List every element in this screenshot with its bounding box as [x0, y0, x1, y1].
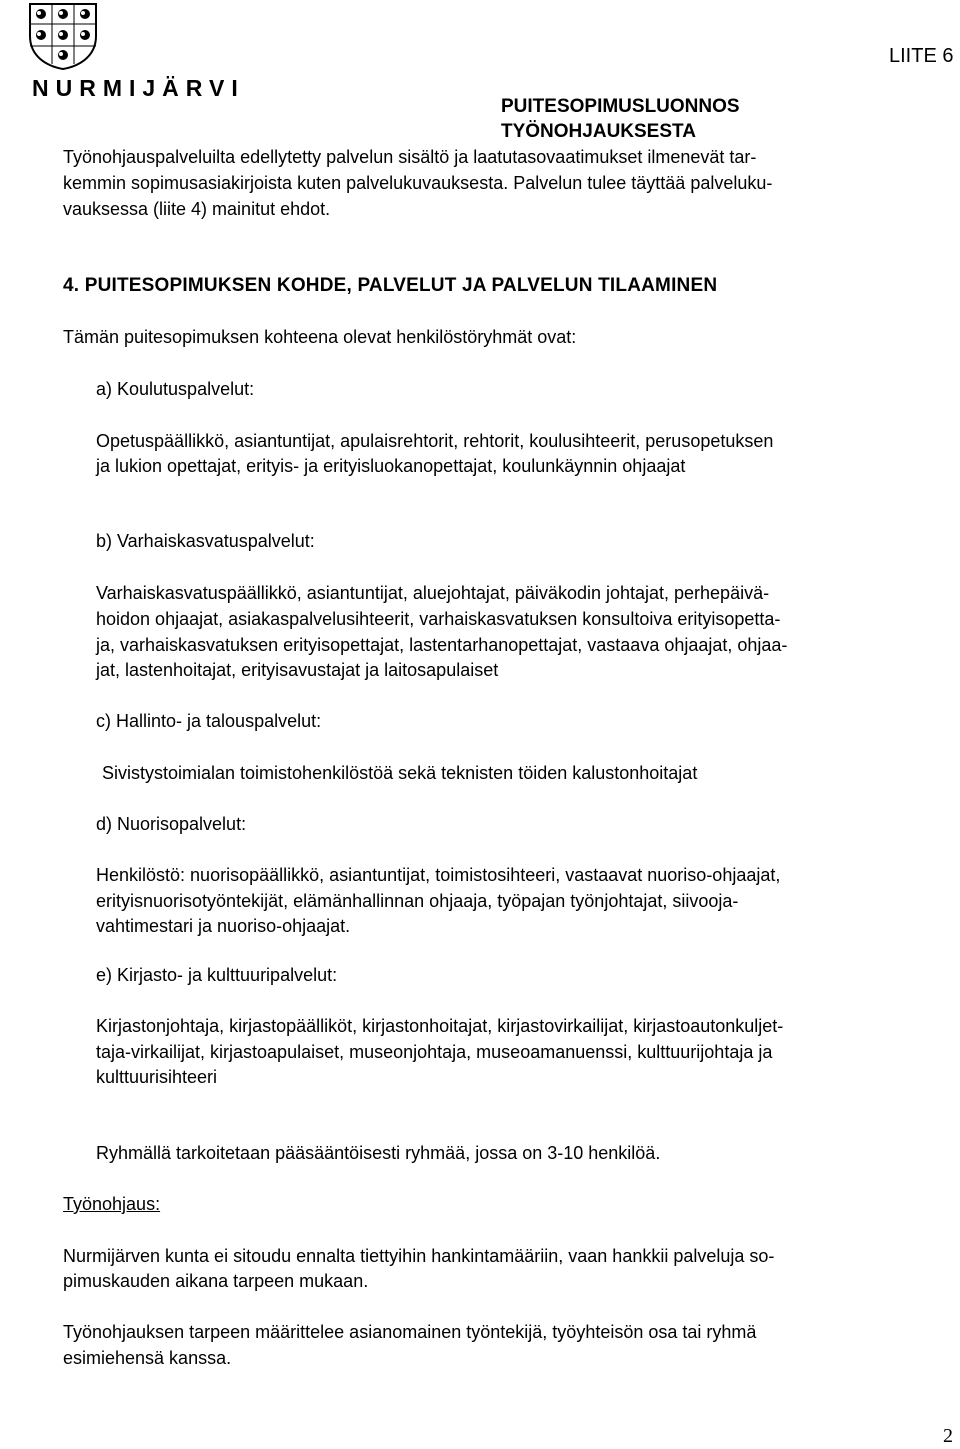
tyonohjaus-paragraph: Nurmijärven kunta ei sitoudu ennalta tiettyihin hankintamääriin, vaan hankkii palveluja so- — [63, 1246, 775, 1266]
group-b-text: ja, varhaiskasvatuksen erityisopettajat, lastentarhanopettajat, vastaava ohjaajat, ohjaa- — [96, 635, 788, 655]
group-e-label: e) Kirjasto- ja kulttuuripalvelut: — [96, 965, 338, 985]
tyonohjaus-heading: Työnohjaus: — [63, 1194, 161, 1214]
group-e-text: kulttuurisihteeri — [96, 1067, 218, 1087]
group-b-label: b) Varhaiskasvatuspalvelut: — [96, 531, 315, 551]
group-e-text: Kirjastonjohtaja, kirjastopäälliköt, kirjastonhoitajat, kirjastovirkailijat, kirjastoautonkuljet- — [96, 1016, 784, 1036]
municipal-crest-logo — [28, 2, 98, 70]
group-c-label: c) Hallinto- ja talouspalvelut: — [96, 711, 322, 731]
group-e-text: taja-virkailijat, kirjastoapulaiset, museonjohtaja, museoamanuenssi, kulttuurijohtaja ja — [96, 1042, 773, 1062]
group-a-label: a) Koulutuspalvelut: — [96, 379, 255, 399]
group-d-text: Henkilöstö: nuorisopäällikkö, asiantuntijat, toimistosihteeri, vastaavat nuoriso-ohjaajat, — [96, 865, 781, 885]
group-b-text: jat, lastenhoitajat, erityisavustajat ja laitosapulaiset — [96, 660, 499, 680]
group-size-note: Ryhmällä tarkoitetaan pääsääntöisesti ryhmää, jossa on 3-10 henkilöä. — [96, 1143, 661, 1163]
intro-line: Työnohjauspalveluilta edellytetty palvelun sisältö ja laatutasovaatimukset ilmenevät tar- — [63, 147, 757, 167]
intro-line: kemmin sopimusasiakirjoista kuten palvelukuvauksesta. Palvelun tulee täyttää palveluku- — [63, 173, 773, 193]
group-d-text: erityisnuorisotyöntekijät, elämänhallinnan ohjaaja, työpajan työnjohtajat, siivooja- — [96, 891, 739, 911]
group-d-label: d) Nuorisopalvelut: — [96, 814, 247, 834]
municipality-logo-text: NURMIJÄRVI — [32, 75, 245, 101]
group-c-text: Sivistystoimialan toimistohenkilöstöä sekä teknisten töiden kalustonhoitajat — [102, 763, 698, 783]
group-a-text: Opetuspäällikkö, asiantuntijat, apulaisrehtorit, rehtorit, koulusihteerit, perusopetuksen — [96, 431, 774, 451]
group-a-text: ja lukion opettajat, erityis- ja erityisluokanopettajat, koulunkäynnin ohjaajat — [96, 456, 686, 476]
group-d-text: vahtimestari ja nuoriso-ohjaajat. — [96, 916, 351, 936]
page-number: 2 — [943, 1425, 953, 1447]
group-b-text: hoidon ohjaajat, asiakaspalvelusihteerit, varhaiskasvatuksen konsultoiva erityisopetta- — [96, 609, 781, 629]
tyonohjaus-paragraph: esimiehensä kanssa. — [63, 1348, 232, 1368]
section-lead: Tämän puitesopimuksen kohteena olevat henkilöstöryhmät ovat: — [63, 327, 577, 347]
group-b-text: Varhaiskasvatuspäällikkö, asiantuntijat, aluejohtajat, päiväkodin johtajat, perhepäivä- — [96, 583, 770, 603]
appendix-label: LIITE 6 — [889, 45, 954, 67]
intro-line: vauksessa (liite 4) mainitut ehdot. — [63, 199, 331, 219]
tyonohjaus-paragraph: Työnohjauksen tarpeen määrittelee asianomainen työntekijä, työyhteisön osa tai ryhmä — [63, 1322, 757, 1342]
tyonohjaus-paragraph: pimuskauden aikana tarpeen mukaan. — [63, 1271, 369, 1291]
section-heading: 4. PUITESOPIMUKSEN KOHDE, PALVELUT JA PALVELUN TILAAMINEN — [63, 275, 718, 296]
document-title-line1: PUITESOPIMUSLUONNOS — [501, 96, 740, 117]
document-title-line2: TYÖNOHJAUKSESTA — [501, 121, 696, 142]
